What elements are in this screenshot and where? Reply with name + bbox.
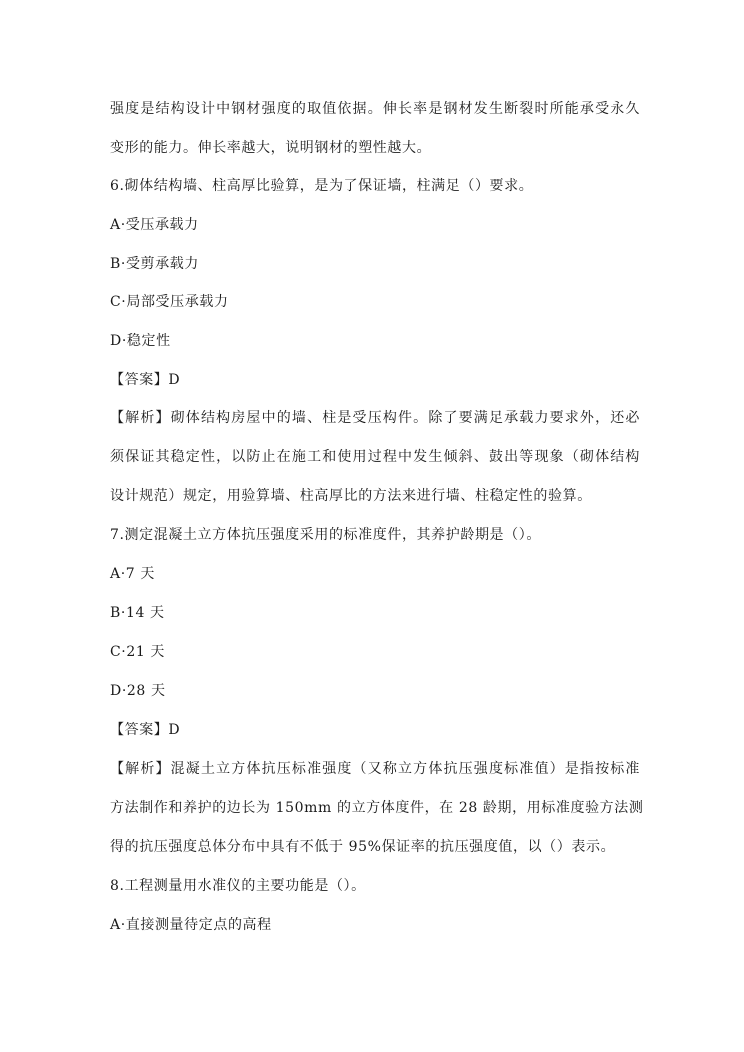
q7-analysis-line-2: 方法制作和养护的边长为 150mm 的立方体度件，在 28 龄期，用标准度验方法测: [110, 800, 644, 816]
q6-answer: 【答案】D: [110, 372, 181, 388]
q6-analysis-line-3: 设计规范）规定，用验算墙、柱高厚比的方法来进行墙、柱稳定性的验算。: [110, 488, 592, 504]
question-8: 8.工程测量用水准仪的主要功能是（）。: [110, 878, 366, 894]
question-7: 7.测定混凝土立方体抗压强度采用的标准度件，其养护龄期是（）。: [110, 527, 541, 543]
intro-line-1: 强度是结构设计中钢材强度的取值依据。伸长率是钢材发生断裂时所能承受永久: [110, 101, 640, 117]
q7-analysis-line-3: 得的抗压强度总体分布中具有不低于 95%保证率的抗压强度值，以（）表示。: [110, 839, 616, 855]
q7-option-d: D·28 天: [110, 683, 166, 699]
q6-analysis-line-1: 【解析】砌体结构房屋中的墙、柱是受压构件。除了要满足承载力要求外，还必: [110, 410, 640, 426]
question-6: 6.砌体结构墙、柱高厚比验算，是为了保证墙，柱满足（）要求。: [110, 178, 534, 194]
q8-option-a: A·直接测量待定点的高程: [110, 917, 272, 933]
q7-analysis-line-1: 【解析】混凝土立方体抗压标准强度（又称立方体抗压强度标准值）是指按标准: [110, 761, 640, 777]
q6-option-b: B·受剪承载力: [110, 256, 199, 272]
q7-option-a: A·7 天: [110, 566, 155, 582]
q7-option-b: B·14 天: [110, 605, 165, 621]
q6-option-d: D·稳定性: [110, 333, 171, 349]
q6-option-c: C·局部受压承载力: [110, 294, 229, 310]
q6-option-a: A·受压承载力: [110, 217, 199, 233]
intro-line-2: 变形的能力。伸长率越大，说明钢材的塑性越大。: [110, 140, 432, 156]
q6-analysis-line-2: 须保证其稳定性，以防止在施工和使用过程中发生倾斜、鼓出等现象（砌体结构: [110, 449, 640, 465]
q7-option-c: C·21 天: [110, 644, 166, 660]
q7-answer: 【答案】D: [110, 722, 181, 738]
